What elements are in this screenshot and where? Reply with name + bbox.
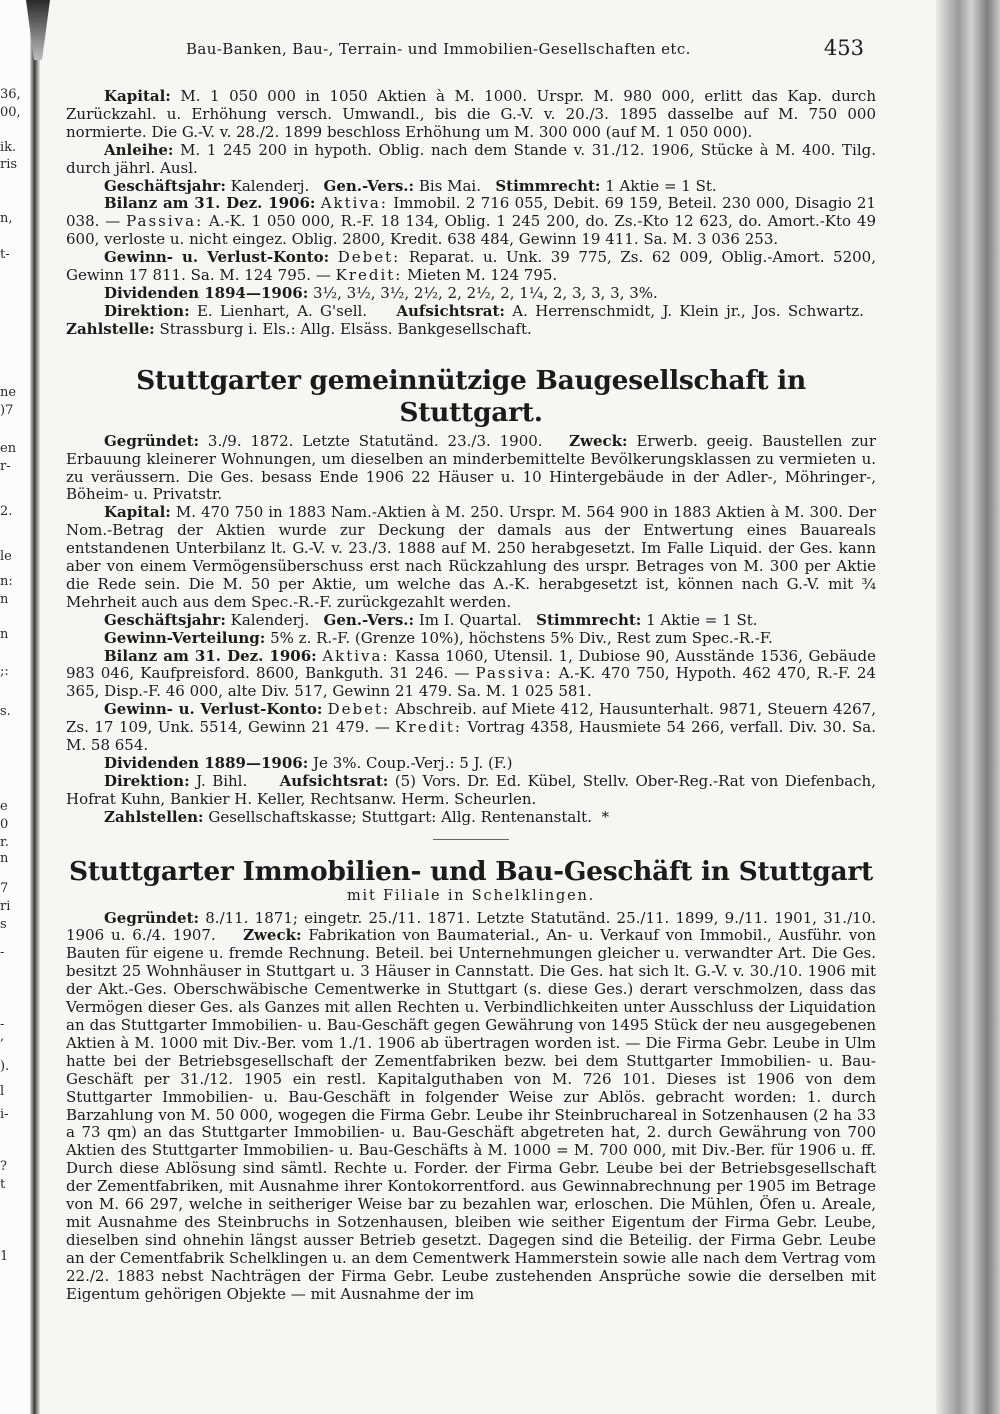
margin-fragment: - xyxy=(0,1017,5,1032)
margin-fragment: 1 xyxy=(0,1249,9,1264)
passiva-label: Passiva: xyxy=(475,664,553,683)
margin-fragment: t- xyxy=(0,247,10,262)
field-label: Geschäftsjahr: xyxy=(104,176,226,195)
direktion-paragraph xyxy=(66,773,876,809)
field-text: Erwerb. geeig. Baustellen zur Erbauung kleinerer Wohnungen, um dieselben an minderbemittelte Bevölkerungsklassen zu vermieten u. zu veräussern. Die Ges. besass Ende 1906 22 Häuser u. 10 Hintergebäude in der Adler-, Möhringer-, Böheim- u. Privatstr. xyxy=(66,431,876,504)
margin-fragment: ? xyxy=(0,1159,7,1174)
margin-fragment: 2. xyxy=(0,504,13,519)
field-label: Zahlstellen: xyxy=(104,807,204,826)
book-binding-gutter xyxy=(30,0,40,1414)
field-text: Gesellschaftskasse; Stuttgart: Allg. Rentenanstalt. xyxy=(208,807,592,826)
field-text: Mieten M. 124 795. xyxy=(407,266,558,285)
margin-fragment: s xyxy=(0,917,7,932)
company-subtitle: mit Filiale in Schelklingen. xyxy=(346,887,596,904)
margin-fragment: 7 xyxy=(0,881,9,896)
aktiva-label: Aktiva: xyxy=(322,646,390,665)
margin-fragment: 36, xyxy=(0,87,21,102)
field-label: Anleihe: xyxy=(104,140,174,159)
kredit-label: Kredit: xyxy=(335,266,403,285)
margin-fragment: n, xyxy=(0,211,13,226)
margin-fragment: s. xyxy=(0,704,11,719)
margin-fragment: ;: xyxy=(0,664,9,679)
anleihe-paragraph xyxy=(66,142,876,178)
footnote-asterisk: * xyxy=(601,807,609,826)
field-text: E. Lienhart, A. G'sell. xyxy=(196,301,368,320)
margin-fragment: en xyxy=(0,441,17,456)
geschaeftsjahr-paragraph xyxy=(66,612,876,630)
field-label: Geschäftsjahr: xyxy=(104,610,226,629)
field-text: 1 Aktie = 1 St. xyxy=(646,610,758,629)
guv-paragraph xyxy=(66,249,876,285)
field-text: A.-K. 1 050 000, R.-F. 18 134, Oblig. 1 245 200, do. Zs.-Kto 12 623, do. Amort.-Kto 49 600, verloste u. nicht eingez. Oblig. 2800, Kredit. 638 484, Gewinn 19 411. Sa. M. 3 036 253. xyxy=(66,212,876,249)
margin-fragment: , xyxy=(0,1029,5,1044)
margin-fragment: ). xyxy=(0,1059,10,1074)
field-label: Zweck: xyxy=(569,431,628,450)
field-text: Strassburg i. Els.: Allg. Elsäss. Bankgesellschaft. xyxy=(159,319,532,338)
company-title: Stuttgarter gemeinnützige Baugesellschaft in Stuttgart. xyxy=(136,364,806,428)
field-text: 1 Aktie = 1 St. xyxy=(605,176,717,195)
page-edge-shadow xyxy=(936,0,1000,1414)
gegruendet-paragraph xyxy=(66,910,876,1304)
bilanz-paragraph xyxy=(66,195,876,249)
field-label: Gen.-Vers.: xyxy=(323,610,415,629)
page-body xyxy=(66,88,876,1303)
field-text: A.-K. 470 750, Hypoth. 462 470, R.-F. 24 365, Disp.-F. 46 000, alte Div. 517, Gewinn 21 479. Sa. M. 1 025 581. xyxy=(66,664,876,701)
field-label: Dividenden 1889—1906: xyxy=(104,754,309,772)
field-text: 3./9. 1872. Letzte Statutänd. 23./3. 1900. xyxy=(207,431,543,450)
field-text: Kassa 1060, Utensil. 1, Dubiose 90, Ausstände 1536, Gebäude 983 046, Kaufpreisford. 8600, Bankguth. 31 246. — xyxy=(66,646,876,683)
margin-fragment: l xyxy=(0,1084,5,1099)
field-label: Gewinn- u. Verlust-Konto: xyxy=(104,248,330,267)
aktiva-label: Aktiva: xyxy=(320,194,388,213)
field-text: A. Herrenschmidt, J. Klein jr., Jos. Schwartz. xyxy=(512,301,864,320)
field-label: Gewinn- u. Verlust-Konto: xyxy=(104,700,323,719)
field-label: Bilanz am 31. Dez. 1906: xyxy=(104,194,316,213)
debet-label: Debet: xyxy=(337,248,401,267)
margin-fragment: 0 xyxy=(0,817,9,832)
kredit-label: Kredit: xyxy=(395,718,462,737)
field-text: Reparat. u. Unk. 39 775, Zs. 62 009, Oblig.-Amort. 5200, Gewinn 17 811. Sa. M. 124 795. — xyxy=(66,248,876,285)
field-text: Abschreib. auf Miete 412, Hausunterhalt. 9871, Steuern 4267, Zs. 17 109, Unk. 5514, Gewinn 21 479. — xyxy=(66,700,876,737)
geschaeftsjahr-paragraph xyxy=(66,178,876,196)
margin-fragment: t xyxy=(0,1177,6,1192)
margin-fragment: n xyxy=(0,627,9,642)
company-entry-continued xyxy=(66,88,876,339)
margin-fragment: ris xyxy=(0,157,18,172)
field-label: Gewinn-Verteilung: xyxy=(104,628,266,647)
margin-fragment: )7 xyxy=(0,403,14,418)
field-text: Vortrag 4358, Hausmiete 54 266, verfall. Div. 30. Sa. M. 58 654. xyxy=(66,718,876,755)
kapital-paragraph xyxy=(66,88,876,142)
field-text: M. 470 750 in 1883 Nam.-Aktien à M. 250. Urspr. M. 564 900 in 1883 Aktien à M. 300. Der Nom.-Betrag der Aktien wurde zur Deckung der damals aus der Entwertung eines Bauareals entstandenen Unterbilanz lt. G.-V. v. 23./3. 1888 auf M. 250 herabgesetzt. Im Falle Liquid. der Ges. kann aber von einem Vermögensüberschuss erst nach Rückzahlung des urspr. Betrages von M. 300 per Aktie die Rede sein. Die M. 50 per Aktie, um welche das A.-K. herabgesetzt ist, können nach G.-V. mit ¾ Mehrheit auch aus dem Spec.-R.-F. zurückgezahlt werden. xyxy=(66,503,876,611)
field-label: Dividenden 1894—1906: xyxy=(104,283,309,302)
field-text: Immobil. 2 716 055, Debit. 69 159, Beteil. 230 000, Disagio 21 038. — xyxy=(66,194,876,231)
margin-fragment: ri xyxy=(0,899,11,914)
field-text: Kalenderj. xyxy=(230,610,310,629)
zahlstellen-paragraph xyxy=(66,809,876,827)
field-label: Zahlstelle: xyxy=(66,319,155,338)
running-header xyxy=(74,36,864,68)
margin-fragment: e xyxy=(0,799,8,814)
field-label: Stimmrecht: xyxy=(536,610,642,629)
margin-fragment: n xyxy=(0,592,9,607)
field-text: Bis Mai. xyxy=(418,176,481,195)
margin-fragment: ik. xyxy=(0,140,17,155)
margin-fragment: le xyxy=(0,549,12,564)
kapital-paragraph xyxy=(66,504,876,611)
field-label: Zweck: xyxy=(243,926,302,945)
page-number: 453 xyxy=(823,36,864,60)
field-label: Gegründet: xyxy=(104,431,200,450)
margin-fragment: ne xyxy=(0,385,17,400)
field-text: Kalenderj. xyxy=(230,176,310,195)
field-label: Direktion: xyxy=(104,771,190,790)
company-entry xyxy=(66,856,876,1304)
gewinn-verteilung-paragraph xyxy=(66,630,876,648)
bilanz-paragraph xyxy=(66,648,876,702)
field-text: M. 1 050 000 in 1050 Aktien à M. 1000. Urspr. M. 980 000, erlitt das Kap. durch Zurückzahl. u. Erhöhung versch. Umwandl., bis die G.-V. v. 20./3. 1895 dasselbe auf M. 750 000 normierte. Die G.-V. v. 28./2. 1899 beschloss Erhöhung um M. 300 000 (auf M. 1 050 000). xyxy=(66,87,876,141)
margin-fragment: n: xyxy=(0,574,13,589)
field-label: Aufsichtsrat: xyxy=(279,771,389,790)
field-label: Direktion: xyxy=(104,301,190,320)
company-title: Stuttgarter Immobilien- und Bau-Geschäft in Stuttgart xyxy=(69,855,873,887)
field-text: 5% z. R.-F. (Grenze 10%), höchstens 5% Div., Rest zum Spec.-R.-F. xyxy=(270,628,773,647)
running-title: Bau-Banken, Bau-, Terrain- und Immobilien-Gesellschaften etc. xyxy=(186,40,691,58)
field-text: Im I. Quartal. xyxy=(418,610,522,629)
field-text: 3½, 3½, 3½, 2½, 2, 2½, 2, 1¼, 2, 3, 3, 3, 3%. xyxy=(313,283,658,302)
field-label: Stimmrecht: xyxy=(495,176,601,195)
field-text: J. Bihl. xyxy=(196,771,248,790)
field-label: Gegründet: xyxy=(104,908,200,927)
margin-fragment: r- xyxy=(0,459,11,474)
field-text: Je 3%. Coup.-Verj.: 5 J. (F.) xyxy=(313,754,513,772)
margin-fragment: n xyxy=(0,851,9,866)
company-entry xyxy=(66,365,876,827)
guv-paragraph xyxy=(66,701,876,755)
field-label: Bilanz am 31. Dez. 1906: xyxy=(104,646,317,665)
field-text: Fabrikation von Baumaterial., An- u. Verkauf von Immobil., Ausführ. von Bauten für eigene u. fremde Rechnung. Beteil. bei Unternehmungen gleicher u. verwandter Art. Die Ges. besitzt 25 Wohnhäuser in Stuttgart u. 3 Häuser in Cannstatt. Die Ges. hat sich lt. G.-V. v. 30./10. 1906 mit der Akt.-Ges. Oberschwäbische Cementwerke in Stuttgart (s. diese Ges.) derart verschmolzen, dass das Vermögen dieser Ges. als Ganzes mit allen Rechten u. Verbindlichkeiten unter Ausschluss der Liquidation an das Stuttgarter Immobilien- u. Bau-Geschäft gegen Gewährung von 1495 Stück der neu ausgegebenen Aktien à M. 1000 mit Div.-Ber. vom 1./1. 1906 ab übertragen worden ist. — Die Firma Gebr. Leube in Ulm hatte bei der Betriebsgesellschaft der Zementfabriken bezw. bei dem Stuttgarter Immobilien- u. Bau-Geschäft per 31./12. 1905 ein restl. Kapitalguthaben von M. 726 101. Dieses ist 1906 von dem Stuttgarter Immobilien- u. Bau-Geschäft in folgender Weise zur Ablös. gebracht worden: 1. durch Barzahlung von M. 50 000, wogegen die Firma Gebr. Leube ihr Steinbruchareal in Sotzenhausen (2 ha 33 a 73 qm) an das Stuttgarter Immobilien- u. Bau-Geschäft abgetreten hat, 2. durch Gewährung von 700 Aktien des Stuttgarter Immobilien- u. Bau-Geschäfts à M. 1000 = M. 700 000, mit Div.-Ber. für 1906 u. ff. Durch diese Ablösung sind sämtl. Rechte u. Forder. der Firma Gebr. Leube bei der Betriebsgesellschaft der Zementfabriken, mit Ausnahme ihrer Kontokorrentford. aus Gewinnabrechnung per 1905 im Betrage von M. 66 297, welche in seitheriger Weise bar zu bezahlen war, erloschen. Die Mühlen, Öfen u. Areale, mit Ausnahme des Steinbruchs in Sotzenhausen, bleiben wie seither Eigentum der Firma Gebr. Leube, dieselben sind ohnehin längst ausser Betrieb gesetzt. Dagegen sind die Beteilig. der Firma Gebr. Leube an der Cementfabrik Schelklingen u. an dem Cementwerk Hammerstein sowie alle nach dem Vertrag vom 22./2. 1883 nebst Nachträgen der Firma Gebr. Leube zustehenden Ansprüche sowie die derselben mit Eigentum gehörigen Objekte — mit Ausnahme der im xyxy=(66,926,877,1303)
field-label: Aufsichtsrat: xyxy=(396,301,505,320)
field-label: Kapital: xyxy=(104,503,171,522)
margin-fragment: r. xyxy=(0,835,9,850)
debet-label: Debet: xyxy=(327,700,391,719)
passiva-label: Passiva: xyxy=(126,212,204,231)
dividenden-paragraph xyxy=(66,755,876,773)
margin-fragment: 00, xyxy=(0,105,21,120)
field-text: (5) Vors. Dr. Ed. Kübel, Stellv. Ober-Reg.-Rat von Diefenbach, Hofrat Kuhn, Bankier H. Keller, Rechtsanw. Herm. Scheurlen. xyxy=(66,771,876,808)
margin-fragment: i- xyxy=(0,1107,9,1122)
section-divider xyxy=(433,839,509,840)
field-label: Gen.-Vers.: xyxy=(323,176,415,195)
dividenden-paragraph xyxy=(66,285,876,303)
direktion-paragraph xyxy=(66,303,876,339)
field-text: M. 1 245 200 in hypoth. Oblig. nach dem Stande v. 31./12. 1906, Stücke à M. 400. Tilg. durch jährl. Ausl. xyxy=(66,140,876,177)
field-label: Kapital: xyxy=(104,87,171,105)
margin-fragment: - xyxy=(0,945,5,960)
gegruendet-paragraph xyxy=(66,433,876,505)
field-text: 8./11. 1871; eingetr. 25./11. 1871. Letzte Statutänd. 25./11. 1899, 9./11. 1901, 31./10. 1906 u. 6./4. 1907. xyxy=(66,908,876,945)
